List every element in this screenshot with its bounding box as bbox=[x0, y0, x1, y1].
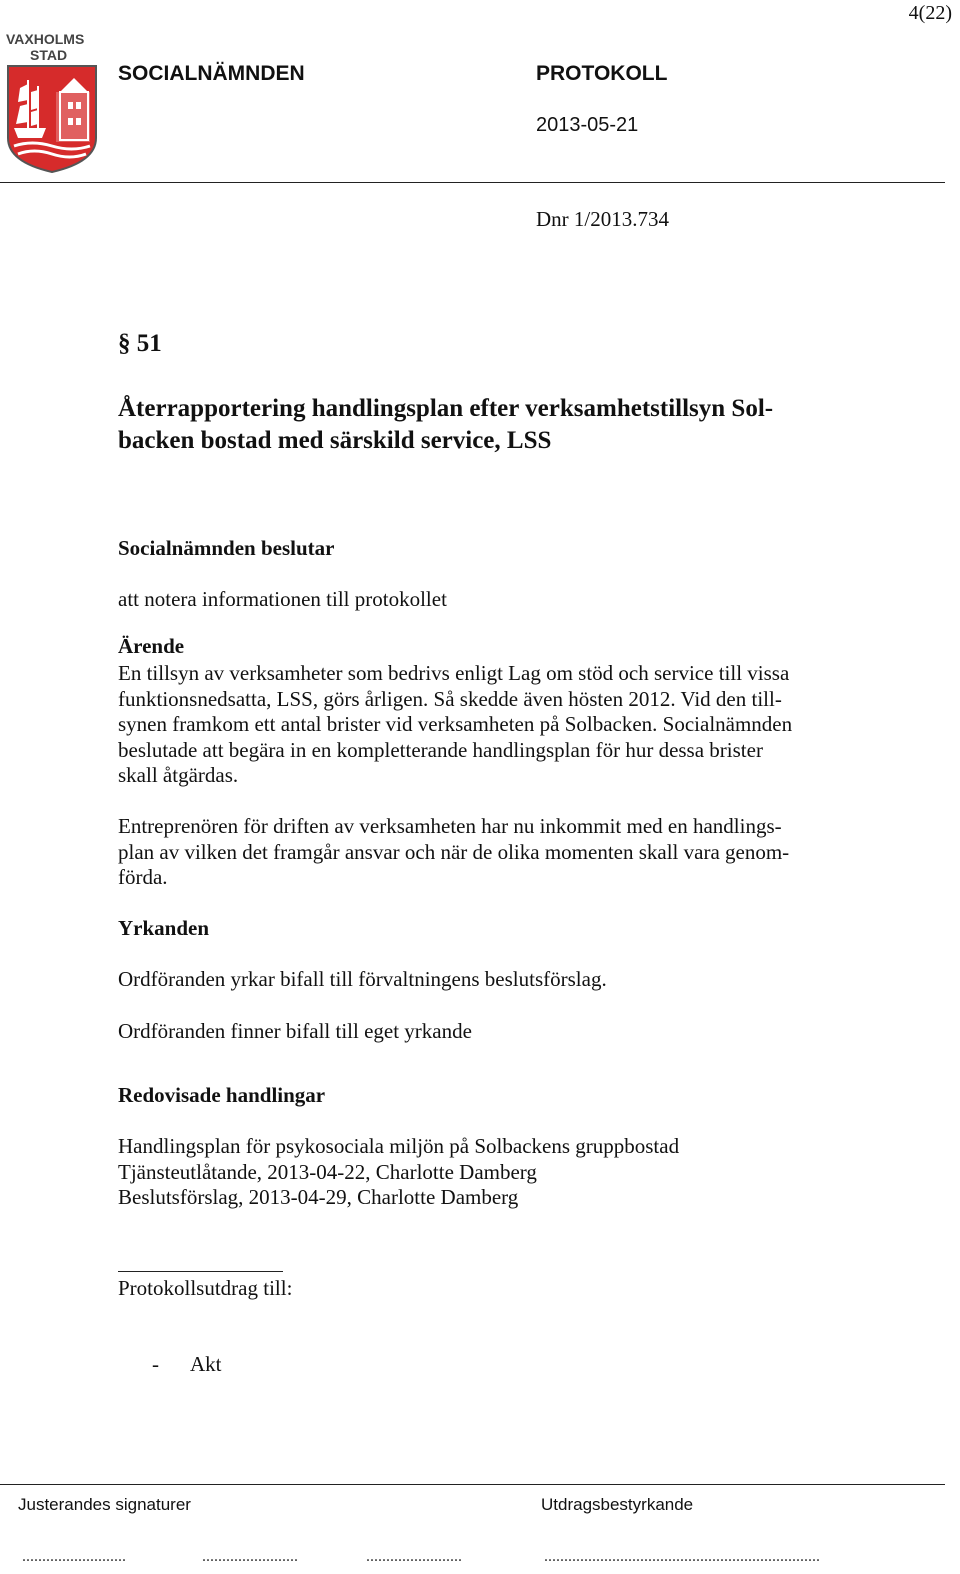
text-line: beslutade att begära in en kompletterande handlingsplan för hur dessa brister bbox=[118, 737, 763, 762]
case-number: Dnr 1/2013.734 bbox=[536, 207, 669, 231]
decision-text: att notera informationen till protokollet bbox=[118, 587, 447, 611]
svg-text:STAD: STAD bbox=[30, 47, 68, 63]
header-divider bbox=[0, 182, 945, 183]
signature-line: ........................ bbox=[202, 1548, 298, 1565]
documents-heading: Redovisade handlingar bbox=[118, 1083, 326, 1107]
list-bullet: - bbox=[152, 1352, 159, 1376]
coat-of-arms-icon bbox=[4, 28, 100, 174]
document-item: Handlingsplan för psykosociala miljön på Solbackens gruppbostad bbox=[118, 1134, 680, 1158]
extract-recipients-label: Protokollsutdrag till: bbox=[118, 1276, 293, 1300]
matter-paragraph-1 bbox=[118, 661, 898, 789]
claims-heading: Yrkanden bbox=[118, 916, 210, 940]
matter-paragraph-2 bbox=[118, 814, 898, 891]
text-line: synen framkom ett antal brister vid verksamheten på Solbacken. Socialnämnden bbox=[118, 712, 793, 737]
claims-text-1: Ordföranden yrkar bifall till förvaltningens beslutsförslag. bbox=[118, 967, 607, 991]
recipient-item: Akt bbox=[190, 1352, 222, 1376]
section-number: § 51 bbox=[118, 330, 162, 357]
footer-divider bbox=[0, 1484, 945, 1485]
signatures-label: Justerandes signaturer bbox=[18, 1495, 191, 1514]
decision-heading: Socialnämnden beslutar bbox=[118, 536, 335, 560]
committee-name: SOCIALNÄMNDEN bbox=[118, 62, 305, 85]
certification-line: ..................................................................... bbox=[544, 1548, 820, 1565]
matter-heading: Ärende bbox=[118, 634, 185, 658]
text-line: förda. bbox=[118, 865, 168, 890]
section-title-line: Återrapportering handlingsplan efter verksamhetstillsyn Sol- bbox=[118, 395, 774, 422]
page-number: 4(22) bbox=[908, 2, 952, 24]
signature-line: ........................ bbox=[366, 1548, 462, 1565]
signature-line: .......................... bbox=[22, 1548, 126, 1565]
text-line: plan av vilken det framgår ansvar och när de olika momenten skall vara genom- bbox=[118, 839, 790, 864]
text-line: funktionsnedsatta, LSS, görs årligen. Så skedde även hösten 2012. Vid den till- bbox=[118, 686, 782, 711]
text-line: En tillsyn av verksamheter som bedrivs enligt Lag om stöd och service till vissa bbox=[118, 661, 790, 685]
documents-list bbox=[118, 1134, 898, 1211]
claims-text-2: Ordföranden finner bifall till eget yrkande bbox=[118, 1019, 472, 1043]
municipality-logo bbox=[4, 28, 100, 174]
signature-rule bbox=[118, 1271, 283, 1272]
document-type: PROTOKOLL bbox=[536, 62, 668, 85]
extract-certification-label: Utdragsbestyrkande bbox=[541, 1495, 694, 1514]
svg-text:VAXHOLMS: VAXHOLMS bbox=[6, 31, 85, 47]
section-title bbox=[118, 393, 878, 457]
document-item: Tjänsteutlåtande, 2013-04-22, Charlotte Damberg bbox=[118, 1159, 537, 1184]
document-item: Beslutsförslag, 2013-04-29, Charlotte Damberg bbox=[118, 1185, 519, 1210]
text-line: Entreprenören för driften av verksamheten har nu inkommit med en handlings- bbox=[118, 814, 782, 838]
text-line: skall åtgärdas. bbox=[118, 763, 239, 788]
section-title-line: backen bostad med särskild service, LSS bbox=[118, 427, 552, 454]
document-date: 2013-05-21 bbox=[536, 114, 639, 136]
